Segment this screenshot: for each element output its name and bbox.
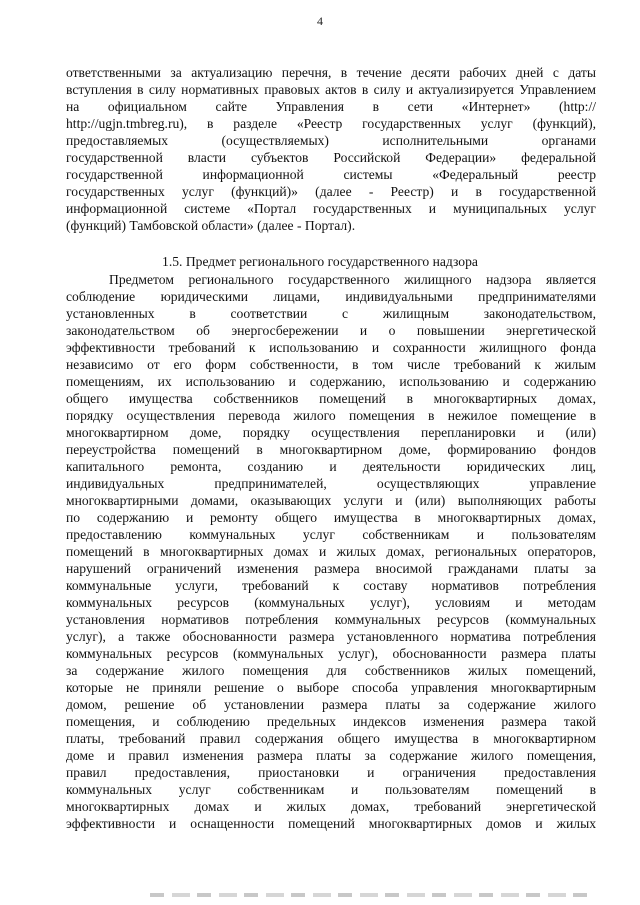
paragraph-line: установленных в соответствии с жилищным законодательством, — [66, 306, 596, 321]
paragraph-line: независимо от его форм собственности, в том числе требований к жилым — [66, 357, 596, 372]
paragraph-line: эффективности требований к использованию и сохранности жилищного фонда — [66, 340, 596, 355]
paragraph-line: установления нормативов потребления коммунальных ресурсов (коммунальных — [66, 612, 596, 627]
paragraph-line: государственных услуг (функций)» (далее - Реестр) и в государственной — [66, 184, 596, 199]
page-number: 4 — [317, 14, 323, 28]
paragraph-line: коммунальных ресурсов (коммунальных услуг), условиям и методам — [66, 595, 596, 610]
section-heading: 1.5. Предмет регионального государственного надзора — [162, 254, 478, 269]
paragraph-line: предоставляемых (осуществляемых) исполнительными органами — [66, 133, 596, 148]
paragraph-line: информационной системе «Портал государственных и муниципальных услуг — [66, 201, 596, 216]
paragraph-line: Предметом регионального государственного жилищного надзора является — [109, 272, 596, 287]
paragraph-line: законодательством об энергосбережении и о повышении энергетической — [66, 323, 596, 338]
paragraph-line: государственной власти субъектов Российской Федерации» федеральной — [66, 150, 596, 165]
paragraph-line: эффективности и оснащенности помещений многоквартирных домов и жилых — [66, 816, 596, 831]
paragraph-line: нарушений ограничений изменения размера вносимой гражданами платы за — [66, 561, 596, 576]
paragraph-line: многоквартирном доме, порядку осуществления перепланировки и (или) — [66, 425, 596, 440]
paragraph-line: услуг), а также обоснованности размера установленного норматива потребления — [66, 629, 596, 644]
paragraph-line: помещений в многоквартирных домах и жилых домах, региональных операторов, — [66, 544, 596, 559]
paragraph-line: соблюдение юридическими лицами, индивидуальными предпринимателями — [66, 289, 596, 304]
paragraph-line: помещениям, их использованию и содержанию, использованию и содержанию — [66, 374, 596, 389]
paragraph-line: индивидуальных предпринимателей, осуществляющих управление — [66, 476, 596, 491]
paragraph-line: платы, требований правил содержания общего имущества в многоквартирном — [66, 731, 596, 746]
paragraph-line: капитального ремонта, созданию и деятельности юридических лиц, — [66, 459, 596, 474]
paragraph-line: коммунальные услуги, требований к составу нормативов потребления — [66, 578, 596, 593]
paragraph-line: многоквартирными домами, оказывающих услуги и (или) выполняющих работы — [66, 493, 596, 508]
paragraph-line: на официальном сайте Управления в сети «Интернет» (http:// — [66, 99, 596, 114]
paragraph-line: по содержанию и ремонту общего имущества в многоквартирных домах, — [66, 510, 596, 525]
paragraph-line: ответственными за актуализацию перечня, в течение десяти рабочих дней с даты — [66, 65, 596, 80]
paragraph-line: http://ugjn.tmbreg.ru), в разделе «Реестр государственных услуг (функций), — [66, 116, 596, 131]
paragraph-line: государственной информационной системы «Федеральный реестр — [66, 167, 596, 182]
paragraph-line: правил предоставления, приостановки и ограничения предоставления — [66, 765, 596, 780]
paragraph-line: коммунальных услуг собственникам и пользователям помещений в — [66, 782, 596, 797]
paragraph-line: за содержание жилого помещения для собственников жилых помещений, — [66, 663, 596, 678]
paragraph-line: коммунальных ресурсов (коммунальных услуг), обоснованности размера платы — [66, 646, 596, 661]
paragraph-line: порядку осуществления перевода жилого помещения в нежилое помещение в — [66, 408, 596, 423]
paragraph-line: предоставлению коммунальных услуг собственникам и пользователям — [66, 527, 596, 542]
paragraph-line: многоквартирных домах и жилых домах, требований энергетической — [66, 799, 596, 814]
paragraph-line: общего имущества собственников помещений в многоквартирных домах, — [66, 391, 596, 406]
paragraph-line: вступления в силу нормативных правовых актов в силу и актуализируется Управлением — [66, 82, 596, 97]
scan-artifact-strip — [150, 893, 590, 897]
paragraph-line: которые не приняли решение о выборе способа управления многоквартирным — [66, 680, 596, 695]
paragraph-line: помещения, и соблюдению предельных индексов изменения размера такой — [66, 714, 596, 729]
paragraph-line: (функций) Тамбовской области» (далее - Портал). — [66, 218, 356, 233]
paragraph-line: доме и правил изменения размера платы за содержание жилого помещения, — [66, 748, 596, 763]
paragraph-line: домом, решение об установлении размера платы за содержание жилого — [66, 697, 596, 712]
paragraph-line: переустройства помещений в многоквартирном доме, формированию фондов — [66, 442, 596, 457]
